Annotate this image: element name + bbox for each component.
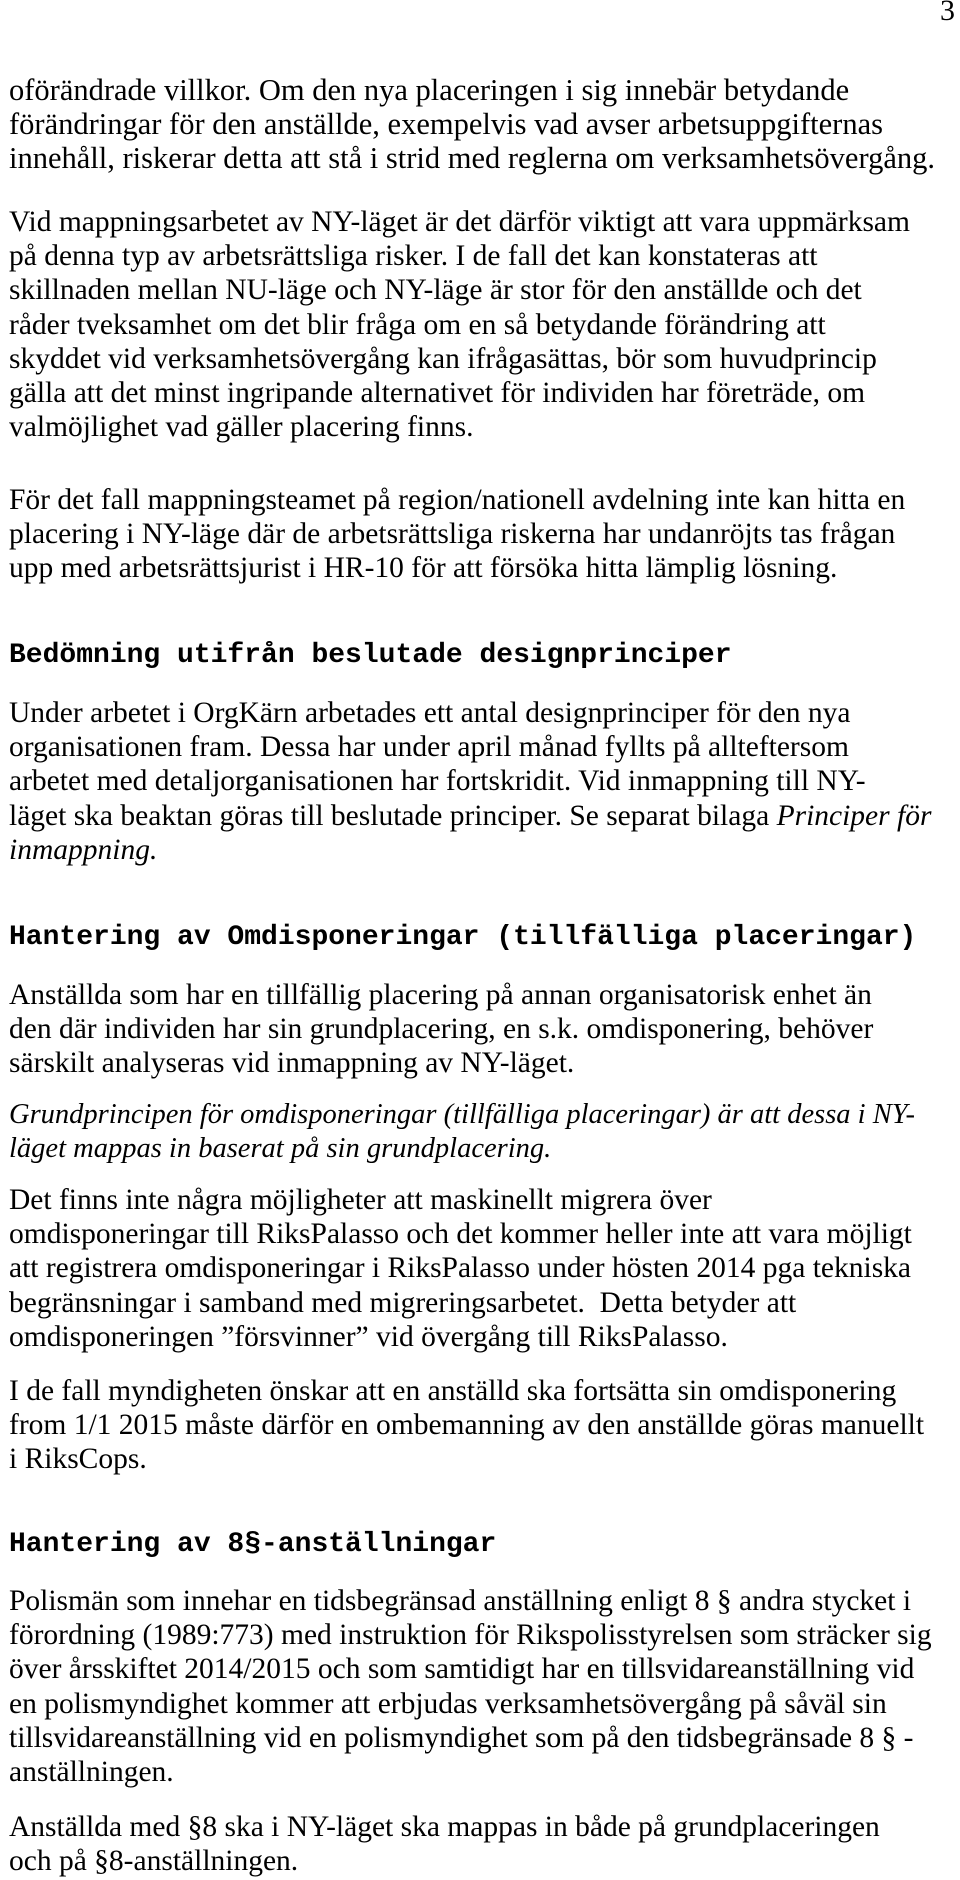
- text-line: Anställda med §8 ska i NY-läget ska mappas in både på grundplaceringen: [9, 1811, 880, 1843]
- reassignments-paragraph-3: [9, 1374, 924, 1477]
- text-line: I de fall myndigheten önskar att en anställd ska fortsätta sin omdisponering: [9, 1375, 897, 1407]
- text-line: valmöjlighet vad gäller placering finns.: [9, 411, 474, 444]
- text-line: förordning (1989:773) med instruktion för Rikspolisstyrelsen som sträcker sig: [9, 1619, 932, 1652]
- section-heading-design-principles: Bedömning utifrån beslutade designprinciper: [9, 640, 732, 671]
- design-principles-paragraph: [9, 696, 931, 867]
- text-line: på denna typ av arbetsrättsliga risker. I de fall det kan konstateras att: [9, 240, 818, 273]
- text-line: skyddet vid verksamhetsövergång kan ifrågasättas, bör som huvudprincip: [9, 342, 877, 375]
- intro-paragraph-3: [9, 483, 905, 586]
- reassignments-principle: [9, 1098, 915, 1166]
- text-line: arbetet med detaljorganisationen har fortskridit. Vid inmappning till NY-: [9, 765, 866, 798]
- text-line: Under arbetet i OrgKärn arbetades ett antal designprinciper för den nya: [9, 697, 851, 729]
- attachment-title: inmappning.: [9, 833, 158, 866]
- text-line: from 1/1 2015 måste därför en ombemanning av den anställde göras manuellt: [9, 1409, 925, 1442]
- text-line: gälla att det minst ingripande alternativet för individen har företräde, om: [9, 376, 866, 409]
- section-heading-reassignments: Hantering av Omdisponeringar (tillfälliga placeringar): [9, 922, 917, 953]
- text-line: Vid mappningsarbetet av NY-läget är det därför viktigt att vara uppmärksam: [9, 206, 910, 238]
- section-heading-8-paragraph-employments: Hantering av 8§-anställningar: [9, 1529, 497, 1560]
- text-line: [9, 833, 931, 867]
- text-line: förändringar för den anställde, exempelvis vad avser arbetsuppgifternas: [9, 107, 884, 142]
- attachment-title: Principer för: [776, 799, 932, 832]
- text-line: den där individen har sin grundplacering, en s.k. omdisponering, behöver: [9, 1013, 874, 1046]
- text-line: innehåll, riskerar detta att stå i strid med reglerna om verksamhetsövergång.: [9, 141, 935, 176]
- intro-paragraph-2: [9, 205, 910, 444]
- reassignments-paragraph-2: [9, 1183, 912, 1354]
- text-line: att registrera omdisponeringar i RiksPalasso under hösten 2014 pga tekniska: [9, 1252, 912, 1285]
- section8-paragraph-1: [9, 1584, 932, 1789]
- text-line: Polismän som innehar en tidsbegränsad anställning enligt 8 § andra stycket i: [9, 1585, 912, 1617]
- text-line: oförändrade villkor. Om den nya placeringen i sig innebär betydande: [9, 73, 850, 107]
- page-number: 3: [940, 0, 955, 27]
- reassignments-paragraph-1: [9, 978, 873, 1081]
- text-line: omdisponeringen ”försvinner” vid övergång till RiksPalasso.: [9, 1320, 728, 1353]
- text-line: organisationen fram. Dessa har under april månad fyllts på allteftersom: [9, 731, 849, 764]
- text-line: Anställda som har en tillfällig placering på annan organisatorisk enhet än: [9, 979, 872, 1011]
- text-line: Det finns inte några möjligheter att maskinellt migrera över: [9, 1184, 712, 1216]
- text-line: råder tveksamhet om det blir fråga om en så betydande förändring att: [9, 308, 826, 341]
- text-line: läget mappas in baserat på sin grundplacering.: [9, 1133, 552, 1165]
- section8-paragraph-2: [9, 1810, 880, 1878]
- text-line: [9, 799, 931, 833]
- text-line: För det fall mappningsteamet på region/nationell avdelning inte kan hitta en: [9, 484, 906, 516]
- text-line: i RiksCops.: [9, 1443, 147, 1476]
- text-line: skillnaden mellan NU-läge och NY-läge är stor för den anställde och det: [9, 274, 862, 307]
- text-line: anställningen.: [9, 1755, 174, 1788]
- text-line: och på §8-anställningen.: [9, 1845, 299, 1878]
- intro-paragraph-1: [9, 73, 935, 176]
- text-line: placering i NY-läge där de arbetsrättsliga riskerna har undanröjts tas frågan: [9, 518, 896, 551]
- text-segment: läget ska beaktan göras till beslutade principer. Se separat bilaga: [9, 799, 777, 832]
- text-line: tillsvidareanställning vid en polismyndighet som på den tidsbegränsade 8 § -: [9, 1721, 914, 1754]
- text-line: över årsskiftet 2014/2015 och som samtidigt har en tillsvidareanställning vid: [9, 1653, 915, 1686]
- text-line: omdisponeringar till RiksPalasso och det kommer heller inte att vara möjligt: [9, 1218, 912, 1251]
- text-line: Grundprincipen för omdisponeringar (tillfälliga placeringar) är att dessa i NY-: [9, 1099, 915, 1130]
- text-line: begränsningar i samband med migreringsarbetet. Detta betyder att: [9, 1286, 797, 1319]
- text-line: särskilt analyseras vid inmappning av NY-läget.: [9, 1047, 575, 1080]
- text-line: upp med arbetsrättsjurist i HR-10 för att försöka hitta lämplig lösning.: [9, 552, 838, 585]
- text-line: en polismyndighet kommer att erbjudas verksamhetsövergång på såväl sin: [9, 1687, 887, 1720]
